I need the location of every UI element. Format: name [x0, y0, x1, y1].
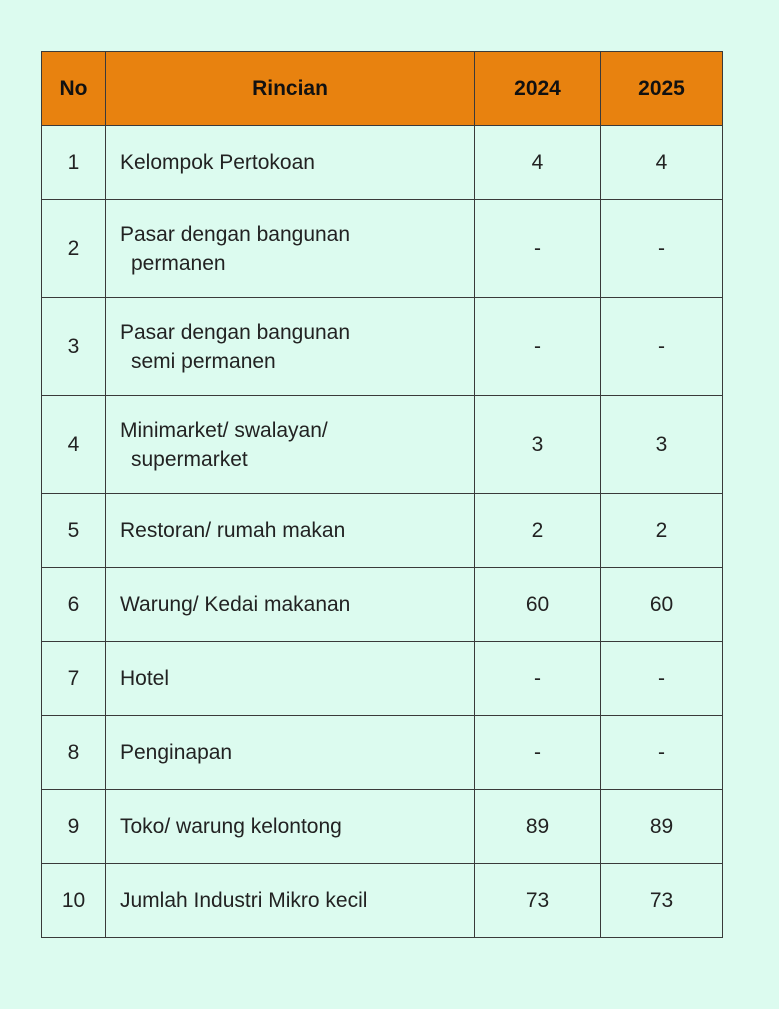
rincian-line: semi permanen [131, 349, 276, 373]
table-row [42, 126, 723, 200]
cell-no: 4 [42, 396, 106, 494]
cell-rincian [106, 790, 475, 864]
cell-rincian [106, 200, 475, 298]
cell-2024: 73 [475, 864, 601, 938]
cell-rincian [106, 126, 475, 200]
table-row [42, 494, 723, 568]
rincian-line: Restoran/ rumah makan [120, 519, 346, 542]
cell-no: 10 [42, 864, 106, 938]
cell-2025: 4 [601, 126, 723, 200]
cell-2025: 2 [601, 494, 723, 568]
rincian-line: Toko/ warung kelontong [120, 815, 342, 838]
table-row [42, 568, 723, 642]
cell-no: 2 [42, 200, 106, 298]
rincian-line: Hotel [120, 667, 170, 690]
rincian-table [41, 51, 723, 938]
cell-2024: 60 [475, 568, 601, 642]
rincian-line: Kelompok Pertokoan [120, 151, 315, 174]
header-rincian: Rincian [106, 52, 475, 126]
table-header [42, 52, 723, 126]
cell-no: 8 [42, 716, 106, 790]
rincian-line: Pasar dengan bangunan [120, 320, 351, 344]
rincian-line: Minimarket/ swalayan/ [120, 418, 328, 442]
header-2024: 2024 [475, 52, 601, 126]
cell-2025: - [601, 642, 723, 716]
cell-no: 7 [42, 642, 106, 716]
cell-rincian [106, 642, 475, 716]
cell-2024: - [475, 642, 601, 716]
table-row [42, 790, 723, 864]
cell-2025: - [601, 716, 723, 790]
table-row [42, 200, 723, 298]
cell-2024: 3 [475, 396, 601, 494]
cell-2025: 89 [601, 790, 723, 864]
cell-rincian [106, 396, 475, 494]
cell-rincian [106, 864, 475, 938]
cell-rincian [106, 494, 475, 568]
cell-no: 5 [42, 494, 106, 568]
cell-2025: 60 [601, 568, 723, 642]
cell-2024: 2 [475, 494, 601, 568]
cell-2024: 4 [475, 126, 601, 200]
cell-2024: 89 [475, 790, 601, 864]
rincian-line: supermarket [131, 447, 248, 471]
rincian-line: permanen [131, 251, 226, 275]
table-row [42, 716, 723, 790]
rincian-line: Jumlah Industri Mikro kecil [120, 889, 368, 912]
header-2025: 2025 [601, 52, 723, 126]
cell-rincian [106, 716, 475, 790]
cell-no: 1 [42, 126, 106, 200]
cell-2024: - [475, 298, 601, 396]
cell-no: 9 [42, 790, 106, 864]
header-row [42, 52, 723, 126]
rincian-line: Warung/ Kedai makanan [120, 593, 351, 616]
cell-2025: - [601, 298, 723, 396]
table-row [42, 298, 723, 396]
cell-no: 6 [42, 568, 106, 642]
data-table-container [41, 51, 722, 938]
cell-2024: - [475, 716, 601, 790]
cell-2025: 73 [601, 864, 723, 938]
table-row [42, 396, 723, 494]
cell-no: 3 [42, 298, 106, 396]
cell-rincian [106, 568, 475, 642]
rincian-line: Pasar dengan bangunan [120, 222, 351, 246]
cell-rincian [106, 298, 475, 396]
rincian-line: Penginapan [120, 741, 233, 764]
table-row [42, 864, 723, 938]
table-row [42, 642, 723, 716]
header-no: No [42, 52, 106, 126]
table-body [42, 126, 723, 938]
cell-2025: - [601, 200, 723, 298]
cell-2025: 3 [601, 396, 723, 494]
cell-2024: - [475, 200, 601, 298]
